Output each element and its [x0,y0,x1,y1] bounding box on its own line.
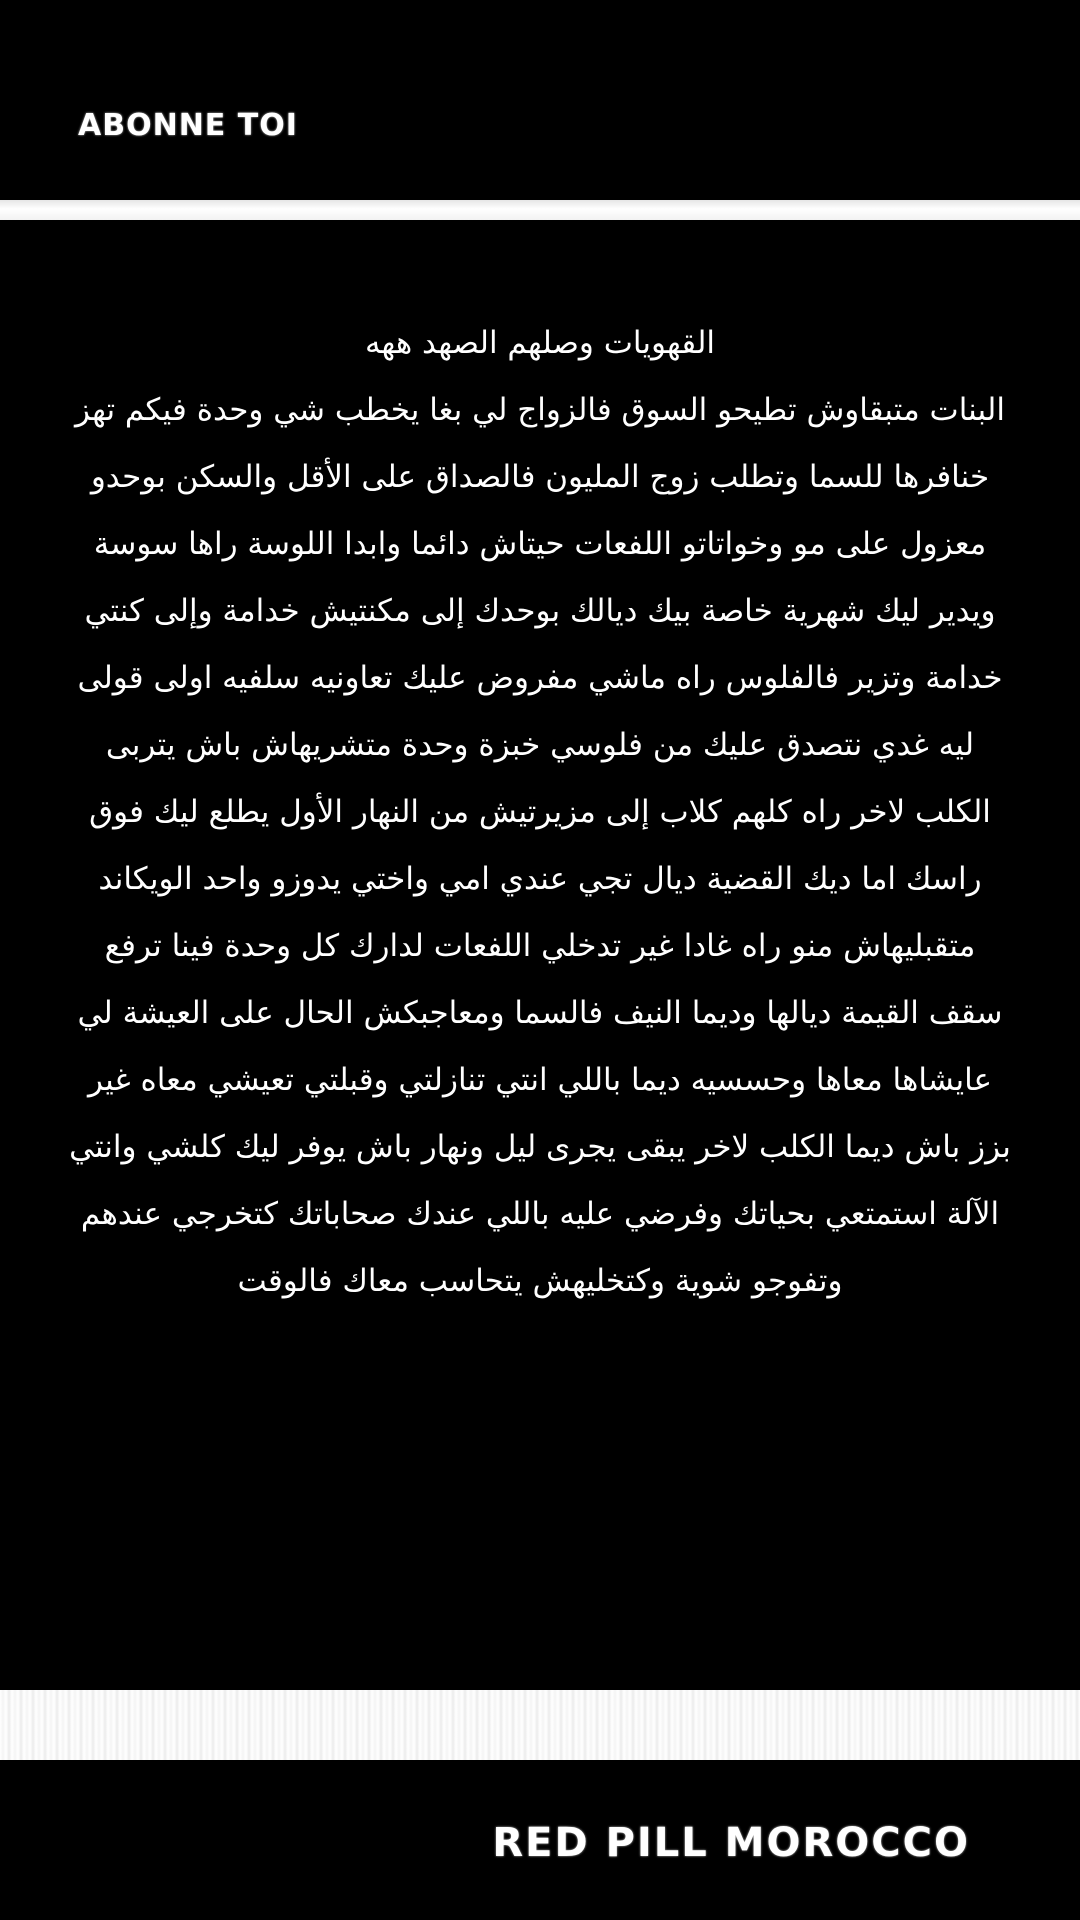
brand-label: RED PILL MOROCCO [492,1820,970,1866]
post-line-7: ليه غدي نتصدق عليك من فلوسي خبزة وحدة متشريهاش باش يتربى [105,727,975,763]
post-line-11: سقف القيمة ديالها وديما النيف فالسما ومعاجبكش الحال على العيشة لي [77,995,1003,1031]
post-line-2: البنات متبقاوش تطيحو السوق فالزواج لي بغا يخطب شي وحدة فيكم تهز [75,392,1005,428]
top-divider [0,200,1080,220]
subscribe-label: ABONNE TOI [78,108,298,143]
post-line-15: وتفوجو شوية وكتخليهش يتحاسب معاك فالوقت [237,1263,843,1299]
post-line-13: بزز باش ديما الكلب لاخر يبقى يجرى ليل ونهار باش يوفر ليك كلشي وانتي [69,1129,1011,1165]
post-line-3: خنافرها للسما وتطلب زوج المليون فالصداق على الأقل والسكن بوحدو [90,459,990,495]
post-line-4: معزول على مو وخواتاتو اللفعات حيتاش دائما وابدا اللوسة راها سوسة [93,526,987,562]
post-line-14: الآلة استمتعي بحياتك وفرضي عليه باللي عندك صحاباتك كتخرجي عندهم [80,1196,1000,1232]
top-banner [0,0,1080,200]
post-line-6: خدامة وتزير فالفلوس راه ماشي مفروض عليك تعاونيه سلفيه اولى قولى [77,660,1003,696]
post-line-10: متقبليهاش منو راه غادا غير تدخلي اللفعات لدارك كل وحدة فينا ترفع [104,928,976,964]
bottom-banner [0,1760,1080,1920]
post-text [55,310,1025,1315]
post-line-1: القهويات وصلهم الصهد ههه [364,325,716,361]
post-line-8: الكلب لاخر راه كلهم كلاب إلى مزيرتيش من النهار الأول يطلع ليك فوق [89,794,991,830]
bottom-divider [0,1690,1080,1760]
post-line-9: راسك اما ديك القضية ديال تجي عندي امي واختي يدوزو واحد الويكاند [98,861,982,897]
post-panel [0,220,1080,1690]
post-line-12: عايشاها معاها وحسسيه ديما باللي انتي تنازلتي وقبلتي تعيشي معاه غير [87,1062,993,1098]
post-line-5: ويدير ليك شهرية خاصة بيك ديالك بوحدك إلى مكنتيش خدامة وإلى كنتي [84,593,996,629]
